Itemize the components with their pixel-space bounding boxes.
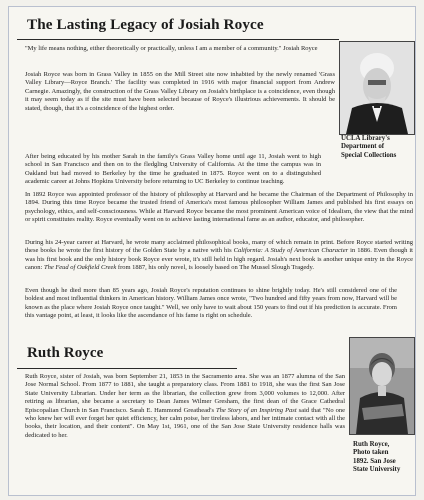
document-page [8, 6, 416, 496]
ruth-heading-block [17, 342, 237, 369]
legacy-title: The Lasting Legacy of Josiah Royce [27, 16, 264, 33]
caption-line: State University [353, 465, 401, 473]
caption-line: 1892. San Jose [353, 457, 396, 465]
ruth-text-b: said that "No one who knew her will ever forget her quiet efficiency, her calm poise, her tireless labors, and her intimate contact with all the books, their location, and their content". On May 1st, 1961, one of the San Jose State University residence halls was dedicated to her. [25, 406, 346, 439]
paragraph-education: After being educated by his mother Sarah in the family's Grass Valley home until age 11, Josiah went to high school in San Francisco and then on to the fledgling University of California. At the time the campus was in Oakland but had moved to Berkeley by the time he graduated in 1875. Royce went on to a distinguished academic career at Johns Hopkins University before returning to UC Berkeley to continue teaching. [25, 153, 321, 186]
books-text-c: from 1887, his only novel, is loosely based on The Mussel Slough Tragedy. [116, 264, 314, 272]
paragraph-birth: Josiah Royce was born in Grass Valley in 1855 on the Mill Street site now inhabited by the newly renamed 'Grass Valley Library—Royce Branch.' The facility was completed in 1916 with major financial support from Andrew Carnegie. Amazingly, the construction of the Grass Valley Library on Josiah's birthplace is a coincidence, even though it may seem today as if the site must have been selected because of Royce's illustrious achievements. It should be stated, though, that it's a coincidence of the highest order. [25, 71, 335, 112]
book-title-feud: The Feud of Oakfield Creek [43, 264, 117, 272]
caption-line: Photo taken [353, 449, 389, 457]
josiah-portrait-image [340, 42, 414, 134]
books-text-b: in 1886. Even though it was his first book and the only history book Royce ever wrote, it's still held in high regard. Josiah's next book is another unique entry in the Royce canon: [25, 247, 413, 272]
legacy-heading-block [17, 13, 339, 40]
josiah-royce-portrait [339, 41, 415, 135]
caption-line: Ruth Royce, [353, 441, 390, 448]
paragraph-ruth [25, 373, 345, 440]
ruth-portrait-image [350, 338, 414, 434]
royce-quote: "My life means nothing, either theoretically or practically, unless I am a member of a community." Josiah Royce [25, 45, 318, 52]
books-text-a: During his 24-year career at Harvard, he wrote many acclaimed philosophical books, many of which remain in print. Before Royce started writing these books he wrote the first history of the Golden State by a native with his [25, 239, 413, 255]
ruth-title: Ruth Royce [27, 345, 104, 361]
josiah-photo-caption [341, 135, 416, 160]
caption-line: Department of [341, 143, 385, 151]
ruth-royce-portrait [349, 337, 415, 435]
paragraph-reputation: Even though he died more than 85 years ago, Josiah Royce's reputation continues to shine brightly today. He's still considered one of the boldest and most influential thinkers in American history. William James once wrote, "Two hundred and fifty years from now, Harvard will be known as the place where Josiah Royce once taught." Well, we only have to wait about 150 years to find out if his prediction is accurate. From this vantage point, at least, it looks like the ascendance of his fame is right on schedule. [25, 287, 397, 320]
paragraph-books [25, 239, 413, 273]
ruth-photo-caption [353, 441, 416, 474]
caption-line: Special Collections [341, 151, 397, 159]
caption-line: UCLA Library's [341, 135, 390, 142]
book-title-california: California: A Study of American Character [233, 247, 349, 255]
ruth-text-a: Ruth Royce, sister of Josiah, was born September 21, 1853 in the Sacramento area. She was an 1877 alumna of the San Jose Normal School. From 1877 to 1881, she taught a preparatory class. From 1881 to 1918, she was the first San Jose State University Librarian. Under her term as the librarian, the collection grew from 3,000 volumes to 12,000. After retiring as librarian, she became a secretary to Dean James Wilmer Gresham, the first dean of the Grace Cathedral Episcopalian Church in San Francisco. Sarah E. Hammond Greathead's [25, 373, 345, 414]
book-title-inspiring-past: The Story of an Inspiring Past [216, 406, 297, 414]
paragraph-harvard: In 1892 Royce was appointed professor of the history of philosophy at Harvard and he became the Chairman of the Department of Philosophy in 1894. During this time Royce became the trusted friend of America's most famous philosopher William James and published his first essays on psychology, ethics, and self-consciousness. While at Harvard Royce became the most prominent American voice of Idealism, the view that the mind or spirit constitutes reality. Royce eventually went on to achieve lasting international fame as an author, educator, and philosopher. [25, 191, 413, 224]
